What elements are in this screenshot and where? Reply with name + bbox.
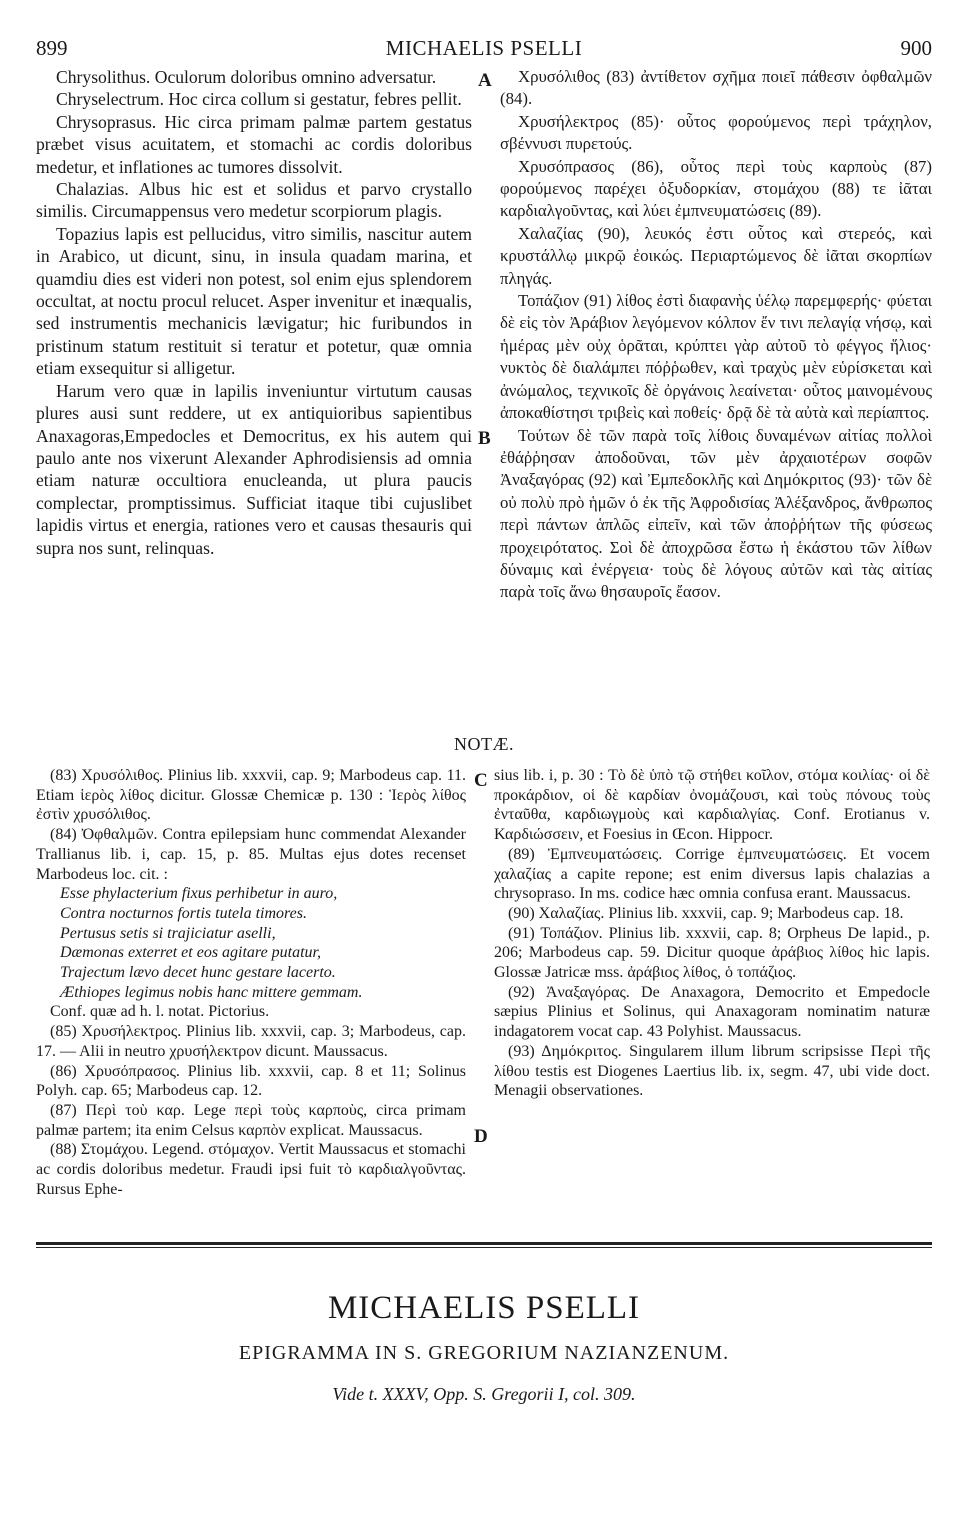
notes-left-column	[36, 766, 466, 1199]
footnote: (92) Ἀναξαγόρας. De Anaxagora, Democrito et Empedocle sæpius Plinius et Solinus, qui Anaxagoram nominatim naturæ indagatorem vocat cap. 43 Polyhist. Maussacus.	[494, 983, 930, 1041]
footnote: (89) Ἐμπνευματώσεις. Corrige ἐμπνευματώσεις. Et vocem χαλαζίας a capite repone; est enim diversus lapis chalazias a chrysopraso. In ms. codice hæc omnia confusa erant. Maussacus.	[494, 845, 930, 903]
section-divider-thin	[36, 1247, 932, 1248]
footnote: (87) Περὶ τοὺ καρ. Lege περὶ τοὺς καρποὺς, circa primam palmæ partem; ita enim Celsus καρπὸν explicat. Maussacus.	[36, 1101, 466, 1139]
footnote: Conf. quæ ad h. l. notat. Pictorius.	[50, 1003, 270, 1021]
greek-paragraph: Χρυσόλιθος (83) ἀντίθετον σχῆμα ποιεῖ πάθεσιν ὀφθαλμῶν (84).	[500, 67, 932, 109]
latin-paragraph: Chryselectrum. Hoc circa collum si gestatur, febres pellit.	[56, 89, 462, 110]
section-subtitle: EPIGRAMMA IN S. GREGORIUM NAZIANZENUM.	[238, 1342, 730, 1364]
notes-right-column	[494, 766, 930, 1101]
verse-line: Pertusus setis si trajiciatur aselli,	[60, 924, 276, 942]
section-marker-b: B	[478, 428, 491, 449]
verse-line: Esse phylacterium fixus perhibetur in auro,	[60, 885, 338, 903]
footnote: (85) Χρυσήλεκτρος. Plinius lib. xxxvii, cap. 3; Marbodeus, cap. 17. — Alii in neutro χρυσήλεκτρον dicunt. Maussacus.	[36, 1023, 466, 1060]
latin-paragraph: Harum vero quæ in lapilis inveniuntur virtutum causas plures ausi sunt reddere, ut ex antiquioribus sapientibus Anaxagoras,Empedocles et Democritus, ex his autem qui paulo ante nos vixerunt Alexander Aphrodisiensis ad omnia etiam naturæ occultiora enucleanda, ut plura paucis complectar, promptissimus. Sufficiat itaque tibi cujuslibet lapidis virtus et energia, rationes vero et causas thesauris qui supra nos sunt, relinquas.	[36, 380, 472, 558]
section-marker-c: C	[474, 770, 488, 791]
footnote: (90) Χαλαζίας. Plinius lib. xxxvii, cap. 9; Marbodeus cap. 18.	[508, 904, 904, 922]
footnote: (83) Χρυσόλιθος. Plinius lib. xxxvii, cap. 9; Marbodeus cap. 11. Etiam ἱερὸς λίθος dicitur. Glossæ Chemicæ p. 130 : Ἱερὸς λίθος ἐστὶν χρυσόλιθος.	[36, 767, 466, 824]
greek-column	[500, 66, 932, 604]
latin-paragraph: Chalazias. Albus hic est et solidus et parvo crystallo similis. Circumappensus vero medetur scorpiorum plagis.	[36, 179, 472, 222]
latin-column	[36, 66, 472, 559]
verse-line: Contra nocturnos fortis tutela timores.	[60, 904, 307, 922]
footnote: (84) Ὀφθαλμῶν. Contra epilepsiam hunc commendat Alexander Trallianus lib. i, cap. 15, p. 85. Multas ejus dotes recenset Marbodeus loc. cit. :	[36, 826, 466, 883]
footnote: (91) Τοπάζιον. Plinius lib. xxxvii, cap. 8; Orpheus De lapid., p. 206; Marbodeus cap. 59. Dicitur quoque ἀράβιος λίθος hic lapis. Glossæ Jatricæ mss. ἀράβιος λίθος, ὁ τοπάζιος.	[494, 924, 930, 982]
verse-line: Trajectum lævo decet hunc gestare lacerto.	[60, 964, 336, 982]
cross-reference: Vide t. XXXV, Opp. S. Gregorii I, col. 309.	[332, 1384, 636, 1404]
footnote: (86) Χρυσόπρασος. Plinius lib. xxxvii, cap. 8 et 11; Solinus Polyh. cap. 65; Marbodeus cap. 12.	[36, 1062, 466, 1100]
latin-paragraph: Topazius lapis est pellucidus, vitro similis, nascitur autem in Arabico, ut dicunt, sinu, in insula quadam marina, et quamdiu dies est videri non potest, sol enim ejus splendorem occultat, at noctu procul relucet. Asper invenitur et inæqualis, sed instrumentis mechanicis lævigatur; hic furibundos in pristinum statum restituit si teratur et potetur, quæ omnia etiam exsequitur si alligetur.	[36, 223, 472, 379]
greek-paragraph: Χρυσήλεκτρος (85)· οὗτος φορούμενος περὶ τράχηλον, σβέννυσι πυρετούς.	[500, 111, 932, 154]
running-header	[36, 36, 932, 64]
running-title: MICHAELIS PSELLI	[385, 36, 583, 60]
section-marker-d: D	[474, 1126, 488, 1147]
footnote-continuation: sius lib. i, p. 30 : Τὸ δὲ ὑπὸ τῷ στήθει κοῖλον, στόμα κοιλίας· οἱ δὲ προκάρδιον, οἱ δὲ καρδίαν ὀνομάζουσι, καὶ τοὺς πόνους τοὺς ἐνταῦθα, καρδιωγμοὺς καὶ καρδιαλγίας. Conf. Erotianus v. Καρδιώσσειν, et Foesius in Œcon. Hippocr.	[494, 767, 930, 844]
footnote: (93) Δημόκριτος. Singularem illum librum scripsisse Περὶ τῆς λίθου testis est Diogenes Laertius lib. ix, segm. 47, ubi vide doct. Menagii observationes.	[494, 1042, 930, 1100]
verse-quotation	[36, 884, 466, 1002]
latin-paragraph: Chrysoprasus. Hic circa primam palmæ partem gestatus præbet visus acuitatem, et stomachi ac cordis doloribus medetur, et inflationes ac tumores dissolvit.	[36, 111, 472, 177]
latin-paragraph: Chrysolithus. Oculorum doloribus omnino adversatur.	[56, 67, 437, 87]
greek-paragraph: Τούτων δὲ τῶν παρὰ τοῖς λίθοις δυναμένων αἰτίας πολλοὶ ἐθάῤῥησαν ἀποδοῦναι, τῶν μὲν ἀρχαιοτέρων σοφῶν Ἀναξαγόρας (92) καὶ Ἐμπεδοκλῆς καὶ Δημόκριτος (93)· τῶν δὲ οὐ πολὺ πρὸ ἡμῶν ὁ ἐκ τῆς Ἀφροδισίας Ἀλέξανδρος, ἄνθρωπος περὶ πάντων ἁπλῶς εἰπεῖν, καὶ τῶν ἀποῤῥήτων τῆς φύσεως προχειρότατος. Σοὶ δὲ ἀποχρῶσα ἔστω ἡ ἑκάστου τῶν λίθων δύναμις καὶ ἐνέργεια· τοὺς δὲ λόγους αὐτῶν καὶ τὰς αἰτίας παρὰ τοῖς ἄνω θησαυροῖς ἔασον.	[500, 425, 932, 602]
greek-paragraph: Χαλαζίας (90), λευκός ἐστι οὗτος καὶ στερεός, καὶ κρυστάλλῳ μικρῷ ἐοικώς. Περιαρτώμενος δὲ ἰᾶται σκορπίων πληγάς.	[500, 223, 932, 288]
verse-line: Dæmonas exterret et eos agitare putatur,	[60, 944, 322, 962]
verse-line: Æthiopes legimus nobis hanc mittere gemmam.	[60, 983, 363, 1001]
greek-paragraph: Τοπάζιον (91) λίθος ἐστὶ διαφανὴς ὑέλῳ παρεμφερής· φύεται δὲ εἰς τὸν Ἀράβιον λεγόμενον κόλπον ἔν τινι πελαγίᾳ νήσῳ, καὶ ἡμέρας μὲν οὐχ ὁρᾶται, κρύπτει γὰρ αὐτοῦ τὸ φέγγος ἥλιος· νυκτὸς δὲ διαλάμπει πόῤῥωθεν, καὶ τραχὺς μὲν εὑρίσκεται καὶ ἀνώμαλος, τεχνικοῖς δὲ ὀργάνοις λεαίνεται· οὗτος μαινομένους ἀποκαθίστησι τριβεὶς καὶ ποθείς· δρᾷ δὲ τὰ αὐτὰ καὶ περίαπτος.	[500, 291, 932, 423]
page-number-right: 900	[900, 36, 932, 60]
section-marker-a: A	[478, 70, 492, 91]
notes-heading: NOTÆ.	[454, 734, 514, 754]
section-title: MICHAELIS PSELLI	[327, 1290, 641, 1326]
footnote: (88) Στομάχου. Legend. στόμαχον. Vertit Maussacus et stomachi ac cordis doloribus medetur. Fraudi ipsi fuit τὸ καρδιαλγοῦντας. Rursus Ephe-	[36, 1141, 466, 1198]
section-divider-thick	[36, 1242, 932, 1245]
greek-paragraph: Χρυσόπρασος (86), οὗτος περὶ τοὺς καρποὺς (87) φορούμενος παρέχει ὀξυδορκίαν, στομάχου (88) τε ἰᾶται καρδιαλγοῦντας, καὶ λύει ἐμπνευματώσεις (89).	[500, 156, 932, 221]
page-number-left: 899	[36, 36, 68, 60]
